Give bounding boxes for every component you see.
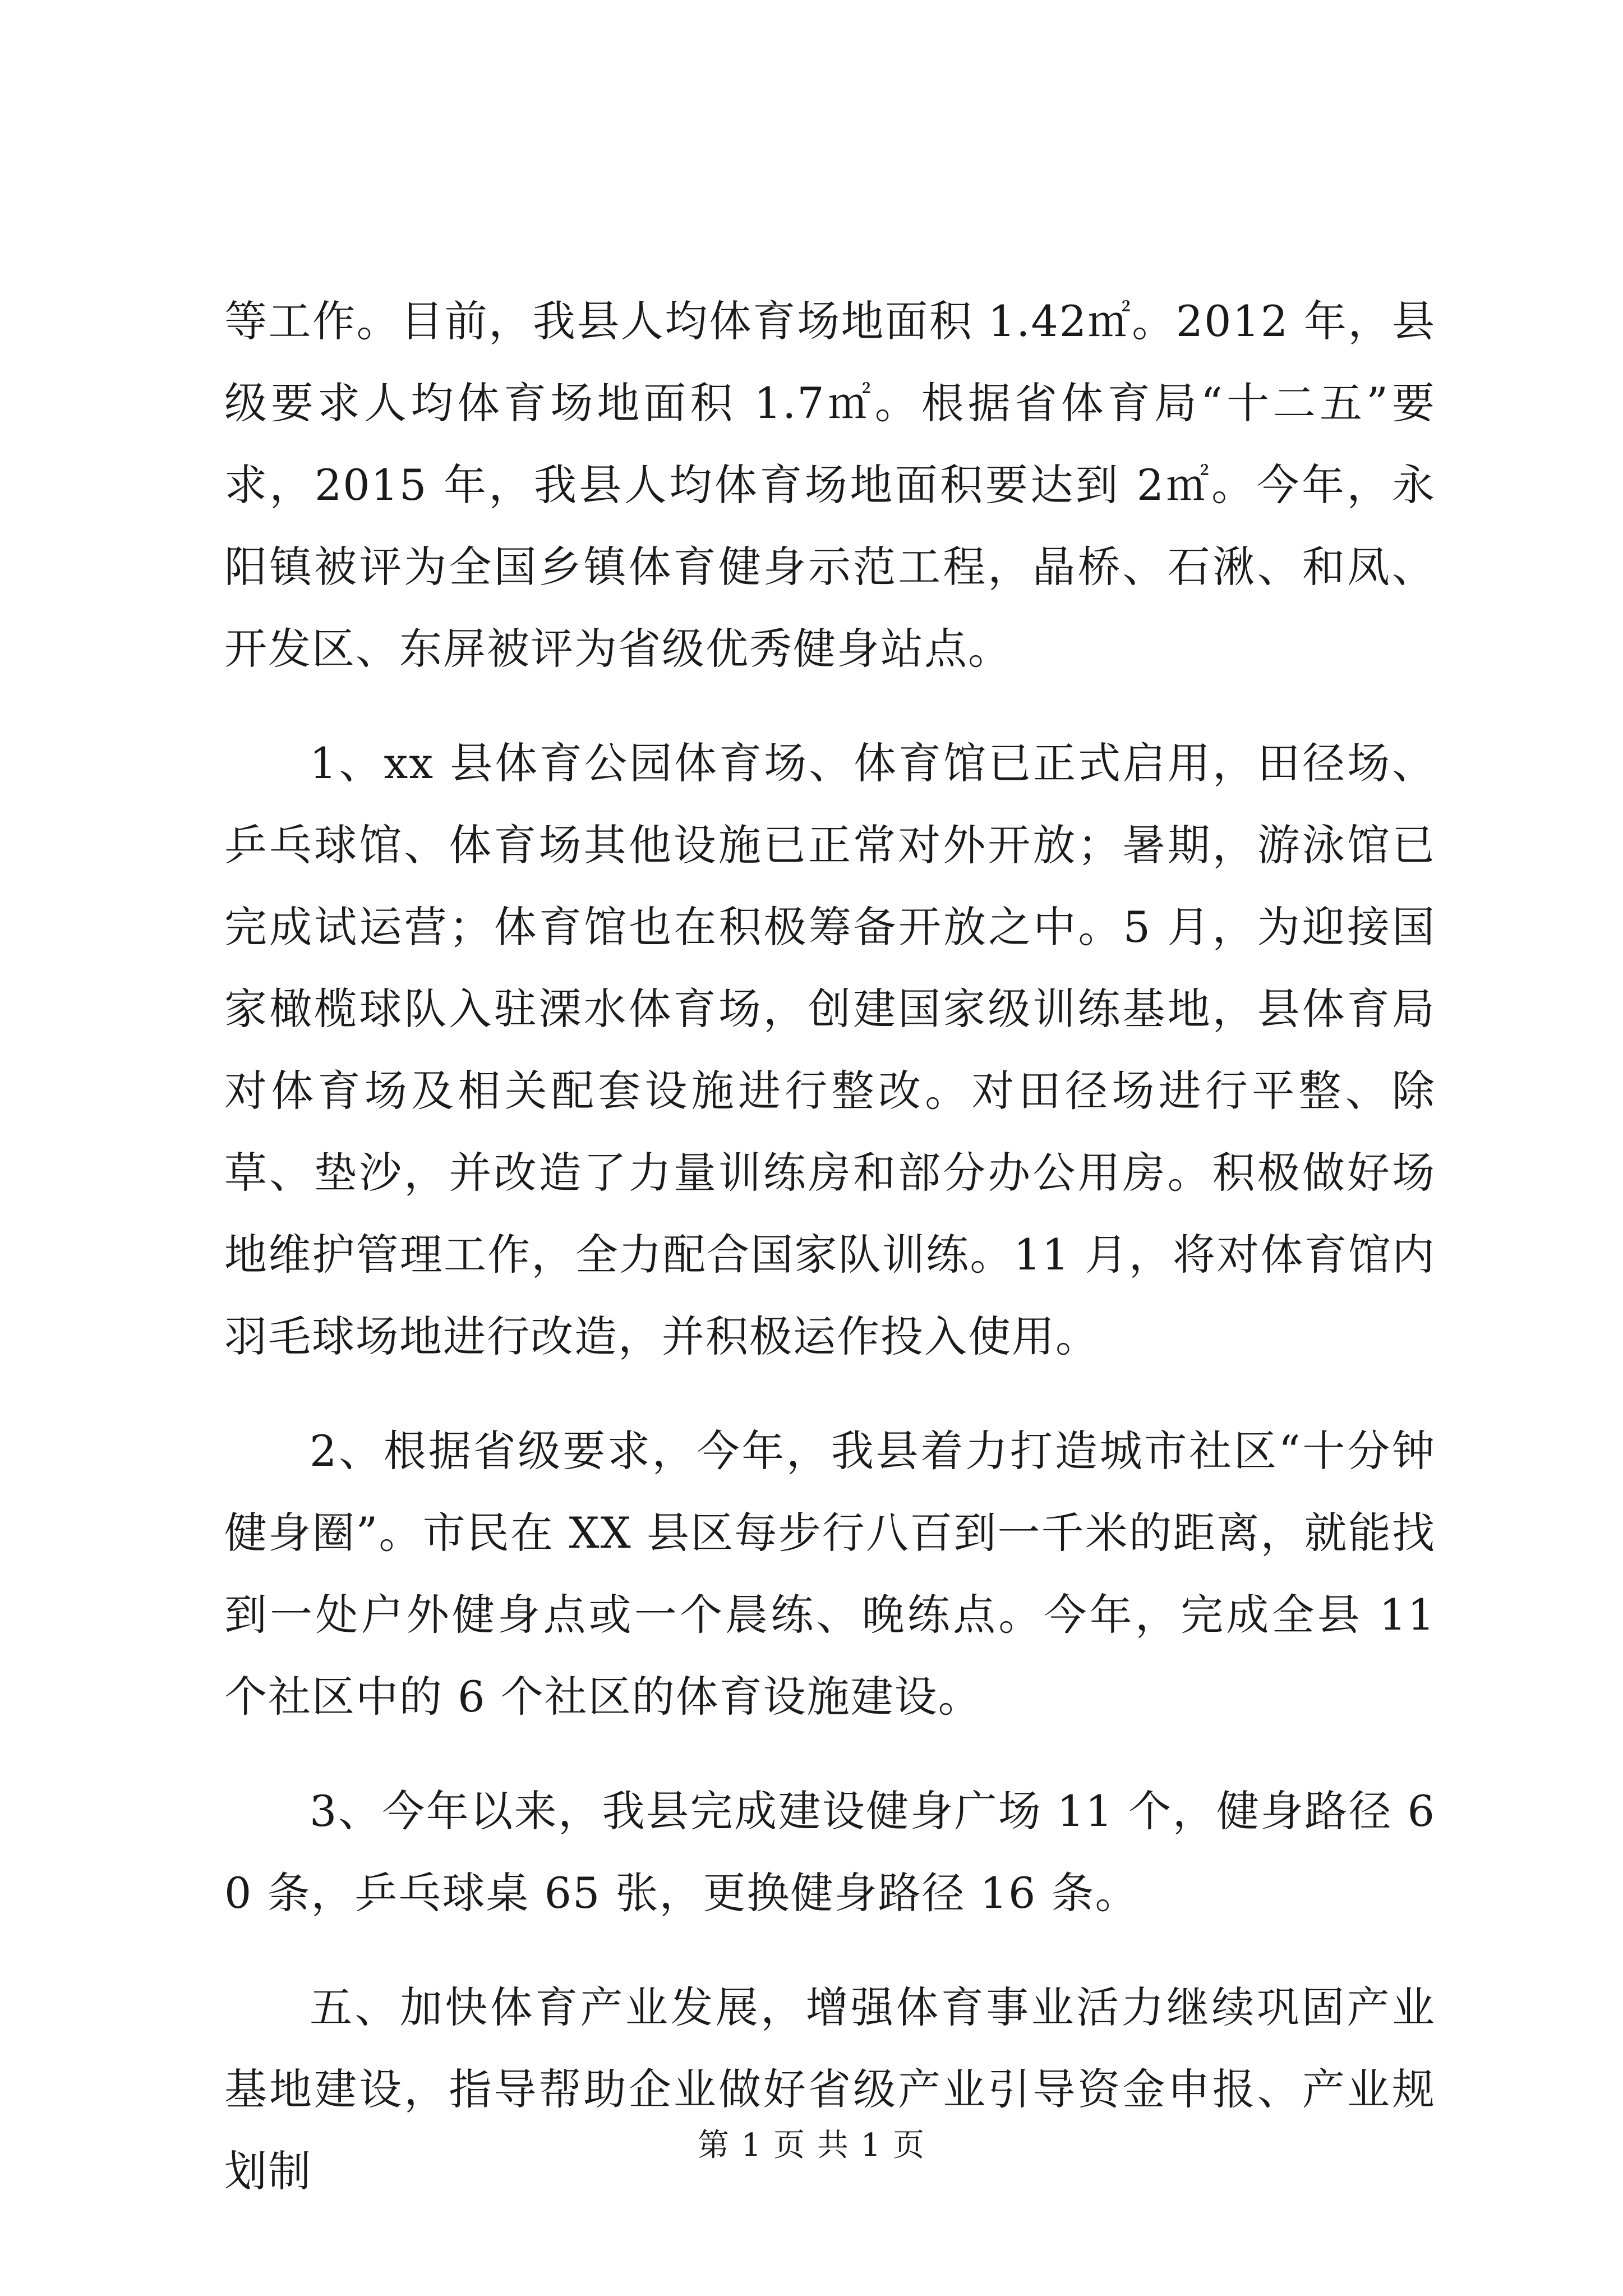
paragraph-continuation: 等工作。目前，我县人均体育场地面积 1.42㎡。2012 年，县级要求人均体育场地面积 1.7㎡。根据省体育局“十二五”要求，2015 年，我县人均体育场地面积要达到 2㎡。今年，永阳镇被评为全国乡镇体育健身示范工程，晶桥、石湫、和凤、开发区、东屏被评为省级优秀健身站点。 [224,296,1436,674]
page-footer: 第 1 页 共 1 页 [697,2127,926,2164]
paragraph-item-3: 3、今年以来，我县完成建设健身广场 11 个，健身路径 60 条，乒乓球桌 65 张，更换健身路径 16 条。 [224,1786,1436,1918]
paragraph-item-2: 2、根据省级要求，今年，我县着力打造城市社区“十分钟健身圈”。市民在 XX 县区每步行八百到一千米的距离，就能找到一处户外健身点或一个晨练、晚练点。今年，完成全县 11 个社区中的 6 个社区的体育设施建设。 [224,1426,1436,1722]
paragraph-item-1: 1、xx 县体育公园体育场、体育馆已正式启用，田径场、乒乓球馆、体育场其他设施已正常对外开放；暑期，游泳馆已完成试运营；体育馆也在积极筹备开放之中。5 月，为迎接国家橄榄球队入驻溧水体育场，创建国家级训练基地，县体育局对体育场及相关配套设施进行整改。对田径场进行平整、除草、垫沙，并改造了力量训练房和部分办公用房。积极做好场地维护管理工作，全力配合国家队训练。11 月，将对体育馆内羽毛球场地进行改造，并积极运作投入使用。 [224,738,1436,1361]
document-body [224,280,1436,2245]
paragraph-section-5: 五、加快体育产业发展，增强体育事业活力继续巩固产业基地建设，指导帮助企业做好省级产业引导资金申报、产业规划制 [224,1982,1436,2196]
